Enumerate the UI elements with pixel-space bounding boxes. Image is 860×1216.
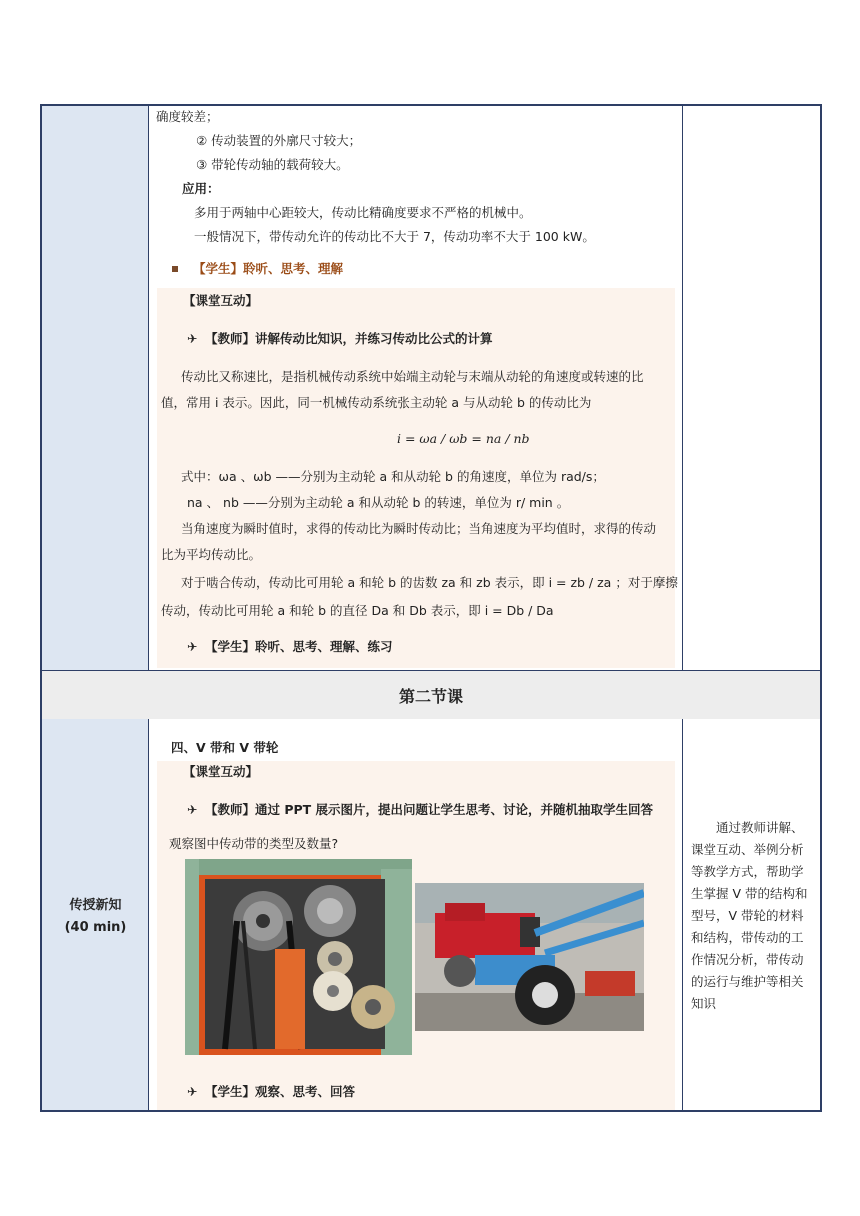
teacher-activity [187,330,493,348]
content-cell-upper [149,106,683,670]
classroom-interaction-box [157,288,678,668]
application-label: 应用： [182,181,220,196]
left-cell-upper [42,106,149,670]
belt-drive-machine-photo [185,859,412,1055]
lesson-heading: 四、V 带和 V 带轮 [171,740,279,755]
paragraph-line: na 、 nb ——分别为主动轮 a 和从动轮 b 的转速，单位为 r/ min 。 [187,495,570,510]
lesson-plan-page [40,104,820,1110]
text-line: ② 传动装置的外廓尺寸较大； [196,133,362,148]
paragraph-line: 传动，传动比可用轮 a 和轮 b 的直径 Da 和 Db 表示，即 i = Db / Da [161,603,554,618]
paragraph-line: 比为平均传动比。 [161,547,262,562]
paragraph-line: 值，常用 i 表示。因此，同一机械传动系统张主动轮 a 与从动轮 b 的传动比为 [161,395,592,410]
content-cell-lower [149,719,683,1110]
text-line: 一般情况下，带传动允许的传动比不大于 7，传动功率不大于 100 kW。 [194,229,595,244]
table-row-upper [42,106,820,670]
section-header [42,670,820,720]
paragraph-line: 传动比又称速比，是指机械传动系统中始端主动轮与末端从动轮的角速度或转速的比 [181,369,644,384]
interaction-title: 【课堂互动】 [183,764,259,779]
paragraph-line: 对于啮合传动，传动比可用轮 a 和轮 b 的齿数 za 和 zb 表示，即 i = zb / za ；对于摩擦 [181,575,678,590]
airplane-icon: ✈ [187,1084,198,1099]
airplane-icon: ✈ [187,639,198,654]
paragraph-line: 当角速度为瞬时值时，求得的传动比为瞬时传动比；当角速度为平均值时，求得的传动 [181,521,657,536]
teacher-activity-text: 【教师】通过 PPT 展示图片，提出问题让学生思考、讨论，并随机抽取学生回答 [205,802,654,817]
text-line: 确度较差； [156,109,219,124]
stage-duration: (40 min) [64,920,127,935]
text-line: 多用于两轴中心距较大，传动比精确度要求不严格的机械中。 [194,205,532,220]
student-activity [187,638,393,656]
lesson-table [40,104,822,1112]
table-row-lower [42,719,820,1110]
student-activity: 【学生】聆听、思考、理解 [193,261,344,276]
right-cell-upper [683,106,820,670]
ratio-formula: i = ωa / ωb = na / nb [397,431,530,446]
paragraph-line: 式中：ωa 、ωb ——分别为主动轮 a 和从动轮 b 的角速度，单位为 rad/s； [181,469,605,484]
walking-tractor-photo [415,883,644,1031]
teacher-activity [187,801,653,819]
left-cell-lower [42,719,149,1110]
right-cell-lower [683,719,820,1110]
text-line: ③ 带轮传动轴的载荷较大。 [196,157,349,172]
student-activity [187,1083,355,1101]
interaction-title: 【课堂互动】 [183,293,259,308]
airplane-icon: ✈ [187,331,198,346]
student-activity-text: 【学生】观察、思考、回答 [205,1084,356,1099]
question-text: 观察图中传动带的类型及数量? [169,836,339,851]
classroom-interaction-box [157,761,675,1110]
student-activity-text: 【学生】聆听、思考、理解、练习 [205,639,393,654]
stage-label: 传授新知 [69,898,122,913]
teacher-activity-text: 【教师】讲解传动比知识，并练习传动比公式的计算 [205,331,493,346]
section-title: 第二节课 [398,686,463,706]
square-bullet-icon [172,266,178,272]
airplane-icon: ✈ [187,802,198,817]
teaching-purpose-note: 通过教师讲解、课堂互动、举例分析等教学方式，帮助学生掌握 V 带的结构和型号，V 带轮的材料和结构，带传动的工作情况分析，带传动的运行与维护等相关知识 [691,820,808,1011]
